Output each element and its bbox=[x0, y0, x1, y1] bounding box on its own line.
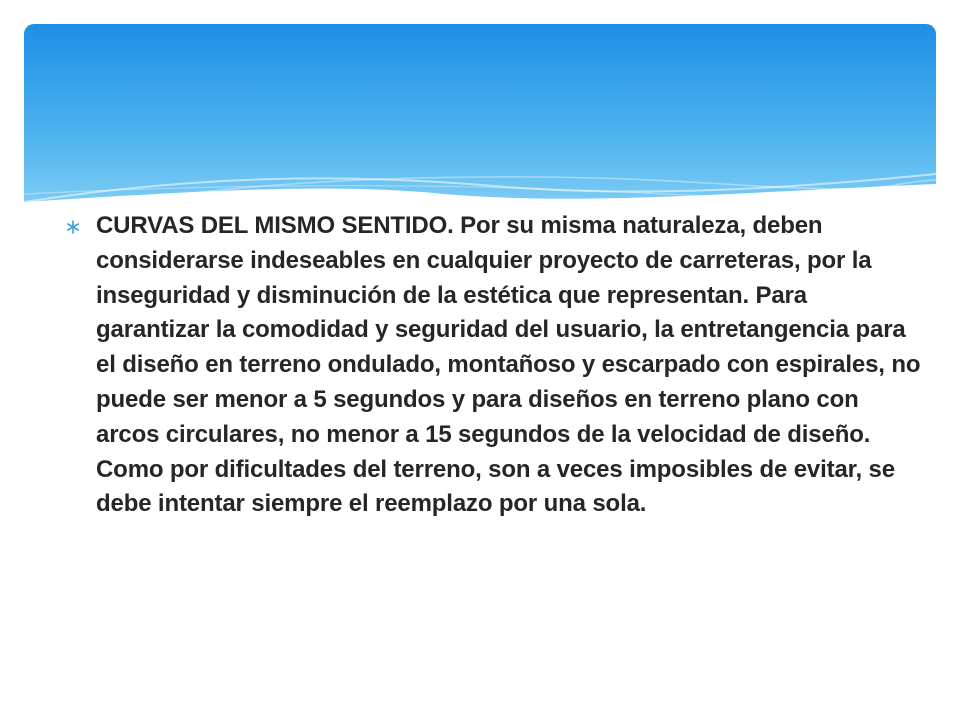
slide-body bbox=[66, 209, 926, 522]
bullet-text: CURVAS DEL MISMO SENTIDO. Por su misma naturaleza, deben considerarse indeseables en cualquier proyecto de carreteras, por la inseguridad y disminución de la estética que representan. Para garantizar la comodidad y seguridad del usuario, la entretangencia para el diseño en terreno ondulado, montañoso y escarpado con espirales, no puede ser menor a 5 segundos y para diseños en terreno plano con arcos circulares, no menor a 15 segundos de la velocidad de diseño. Como por dificultades del terreno, son a veces imposibles de evitar, se debe intentar siempre el reemplazo por una sola. bbox=[96, 212, 921, 518]
header-sky-band bbox=[24, 24, 936, 224]
sky-wave-graphic bbox=[24, 24, 936, 224]
bullet-item bbox=[66, 209, 926, 522]
asterisk-icon bbox=[66, 220, 80, 234]
